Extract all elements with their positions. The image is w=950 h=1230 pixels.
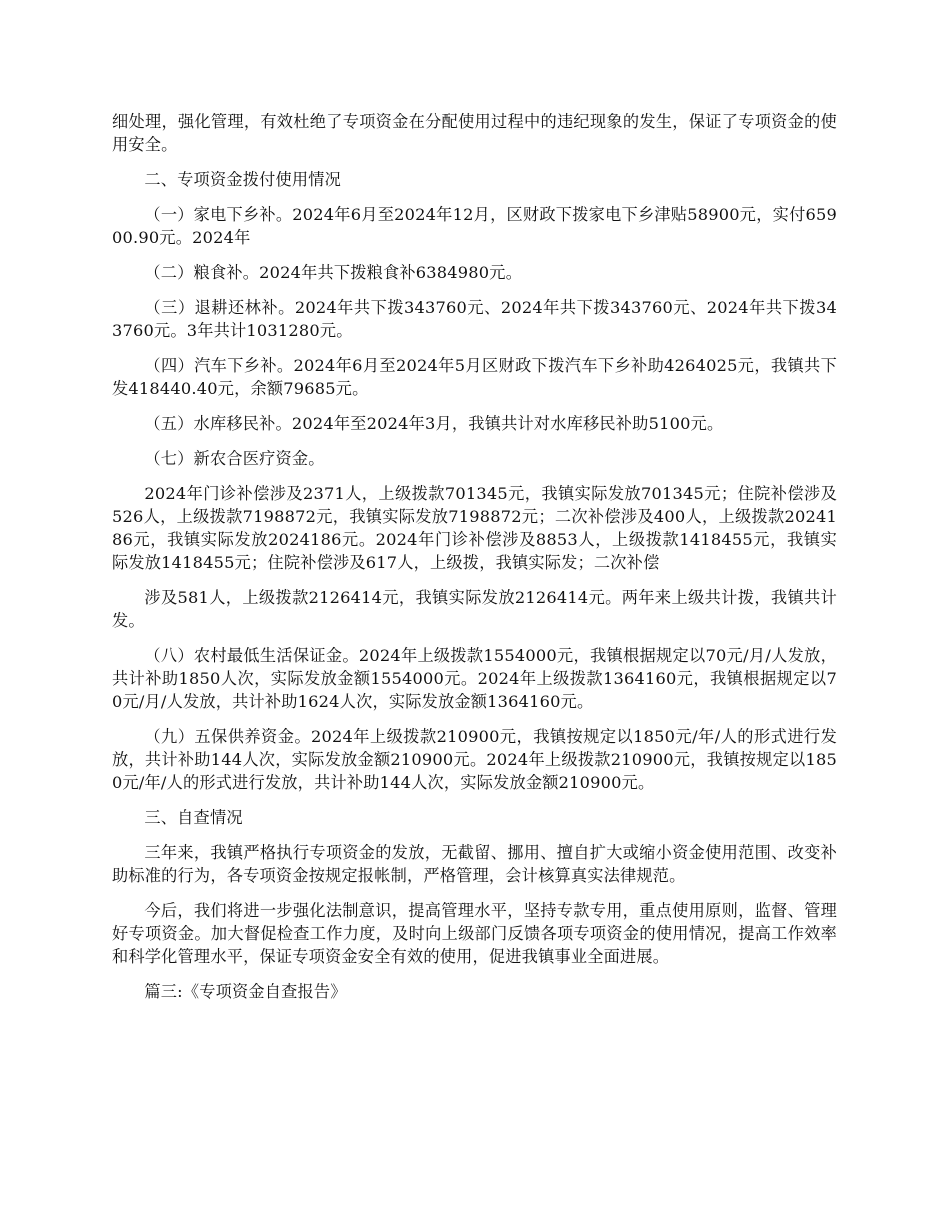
paragraph-auto-subsidy: （四）汽车下乡补。2024年6月至2024年5月区财政下拨汽车下乡补助4264025元，我镇共下发418440.40元，余额79685元。 xyxy=(112,356,837,398)
paragraph-minimum-living-guarantee: （八）农村最低生活保证金。2024年上级拨款1554000元，我镇根据规定以70元/月/人发放，共计补助1850人次，实际发放金额1554000元。2024年上级拨款1364160元，我镇根据规定以70元/月/人发放，共计补助1624人次，实际发放金额1364160元。 xyxy=(112,646,837,711)
paragraph-reservoir-subsidy: （五）水库移民补。2024年至2024年3月，我镇共计对水库移民补助5100元。 xyxy=(144,414,724,433)
paragraph-continued: 细处理，强化管理，有效杜绝了专项资金在分配使用过程中的违纪现象的发生，保证了专项资金的使用安全。 xyxy=(112,112,837,154)
paragraph-medical-fund-details: 2024年门诊补偿涉及2371人，上级拨款701345元，我镇实际发放701345元；住院补偿涉及526人，上级拨款7198872元，我镇实际发放7198872元；二次补偿涉及400人，上级拨款2024186元，我镇实际发放2024186元。2024年门诊补偿涉及8853人，上级拨款1418455元，我镇实际发放1418455元；住院补偿涉及617人，上级拨，我镇实际发；二次补偿 xyxy=(112,484,837,572)
section-heading-2: 二、专项资金拨付使用情况 xyxy=(144,170,342,189)
section-heading-3: 三、自查情况 xyxy=(144,808,243,827)
paragraph-five-guarantee-fund: （九）五保供养资金。2024年上级拨款210900元，我镇按规定以1850元/年/人的形式进行发放，共计补助144人次，实际发放金额210900元。2024年上级拨款210900元，我镇按规定以1850元/年/人的形式进行发放，共计补助144人次，实际发放金额210900元。 xyxy=(112,727,837,792)
paragraph-grain-subsidy: （二）粮食补。2024年共下拨粮食补6384980元。 xyxy=(144,263,523,282)
paragraph-next-article-title: 篇三:《专项资金自查报告》 xyxy=(144,982,347,1001)
paragraph-appliance-subsidy: （一）家电下乡补。2024年6月至2024年12月，区财政下拨家电下乡津贴58900元，实付65900.90元。2024年 xyxy=(112,205,837,247)
paragraph-medical-fund-continued: 涉及581人，上级拨款2126414元，我镇实际发放2126414元。两年来上级共计拨，我镇共计发。 xyxy=(112,588,837,630)
paragraph-reforestation-subsidy: （三）退耕还林补。2024年共下拨343760元、2024年共下拨343760元、2024年共下拨343760元。3年共计1031280元。 xyxy=(112,298,837,340)
paragraph-self-check: 三年来，我镇严格执行专项资金的发放，无截留、挪用、擅自扩大或缩小资金使用范围、改变补助标准的行为，各专项资金按规定报帐制，严格管理，会计核算真实法律规范。 xyxy=(112,843,837,885)
paragraph-medical-fund-heading: （七）新农合医疗资金。 xyxy=(144,449,325,468)
paragraph-future-plan: 今后，我们将进一步强化法制意识，提高管理水平，坚持专款专用，重点使用原则，监督、管理好专项资金。加大督促检查工作力度，及时向上级部门反馈各项专项资金的使用情况，提高工作效率和科学化管理水平，保证专项资金安全有效的使用，促进我镇事业全面进展。 xyxy=(112,901,837,966)
document-page xyxy=(112,110,837,1003)
